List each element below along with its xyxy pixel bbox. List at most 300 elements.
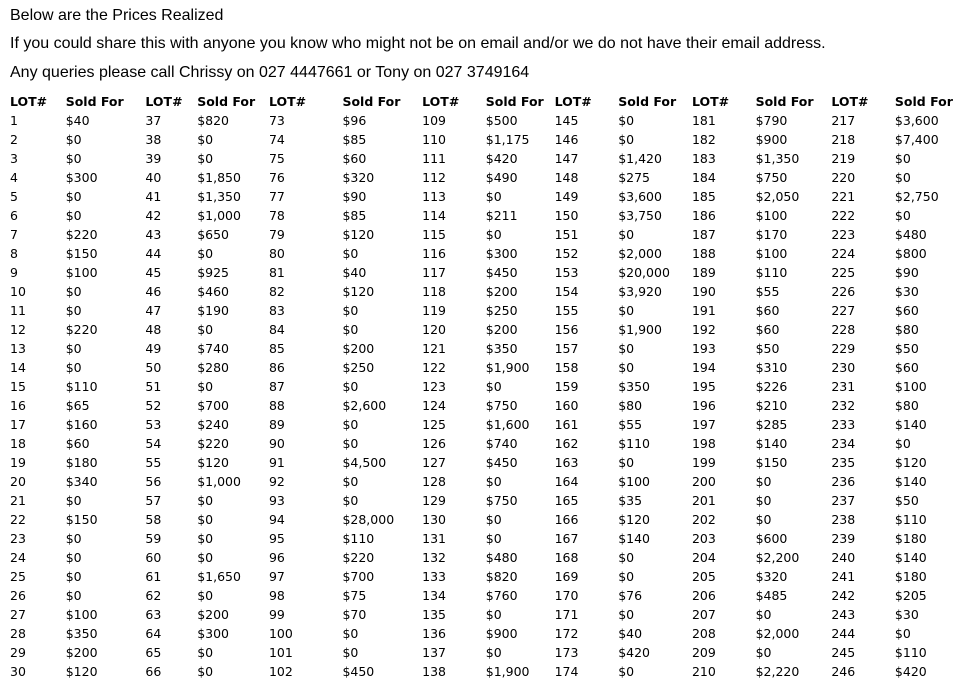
sold-price-cell: $450: [485, 455, 518, 470]
table-row: [10, 168, 953, 187]
sold-price-cell: $0: [65, 341, 82, 356]
sold-price-cell: $0: [342, 493, 359, 508]
sold-price-cell: $0: [618, 227, 635, 242]
sold-price-cell: $220: [65, 322, 98, 337]
sold-price-cell: $1,000: [197, 208, 241, 223]
lot-number-cell: 235: [831, 455, 856, 470]
sold-price-cell: $0: [197, 322, 214, 337]
sold-price-cell: $75: [342, 588, 367, 603]
sold-price-cell: $205: [894, 588, 927, 603]
table-row: [10, 415, 953, 434]
lot-number-cell: 51: [145, 379, 162, 394]
sold-price-cell: $0: [618, 303, 635, 318]
sold-price-cell: $3,750: [618, 208, 662, 223]
lot-number-cell: 232: [831, 398, 856, 413]
lot-number-cell: 17: [10, 417, 26, 432]
lot-number-cell: 123: [422, 379, 446, 394]
sold-price-cell: $0: [65, 189, 82, 204]
lot-number-cell: 229: [831, 341, 856, 356]
lot-number-cell: 153: [554, 265, 579, 280]
sold-price-cell: $350: [618, 379, 651, 394]
sold-price-cell: $110: [618, 436, 651, 451]
sold-price-cell: $60: [342, 151, 367, 166]
sold-price-cell: $40: [65, 113, 90, 128]
lot-number-cell: 148: [554, 170, 579, 185]
lot-number-cell: 202: [691, 512, 716, 527]
sold-price-cell: $0: [894, 208, 911, 223]
sold-price-cell: $0: [618, 607, 635, 622]
sold-price-cell: $3,920: [618, 284, 662, 299]
intro-contact-info: Any queries please call Chrissy on 027 4447661 or Tony on 027 3749164: [10, 64, 530, 81]
lot-number-cell: 146: [554, 132, 579, 147]
table-row: [10, 206, 953, 225]
sold-price-cell: $0: [197, 531, 214, 546]
sold-price-cell: $80: [618, 398, 643, 413]
sold-price-cell: $85: [342, 208, 367, 223]
lot-number-cell: 166: [554, 512, 579, 527]
sold-price-cell: $0: [485, 607, 502, 622]
sold-price-cell: $2,220: [755, 664, 800, 678]
lot-number-cell: 9: [10, 265, 18, 280]
sold-price-cell: $50: [894, 493, 919, 508]
sold-price-cell: $180: [894, 531, 927, 546]
sold-price-cell: $0: [894, 626, 911, 641]
sold-price-cell: $0: [618, 455, 635, 470]
sold-price-cell: $0: [894, 170, 911, 185]
lot-number-cell: 240: [831, 550, 856, 565]
lot-number-cell: 76: [268, 170, 285, 185]
lot-number-cell: 75: [268, 151, 285, 166]
sold-price-cell: $650: [197, 227, 229, 242]
lot-number-cell: 174: [554, 664, 579, 678]
sold-price-cell: $60: [894, 360, 919, 375]
sold-price-cell: $0: [342, 379, 359, 394]
sold-for-column-header: Sold For: [894, 94, 953, 109]
sold-price-cell: $60: [755, 303, 780, 318]
prices-table: [10, 92, 953, 678]
sold-price-cell: $190: [197, 303, 229, 318]
lot-number-cell: 188: [691, 246, 716, 261]
lot-number-cell: 196: [691, 398, 716, 413]
lot-number-cell: 102: [268, 664, 293, 678]
sold-price-cell: $1,175: [485, 132, 530, 147]
lot-number-cell: 74: [268, 132, 285, 147]
table-row: [10, 358, 953, 377]
lot-column-header: LOT#: [691, 94, 730, 109]
lot-number-cell: 62: [145, 588, 162, 603]
table-row: [10, 282, 953, 301]
lot-number-cell: 239: [831, 531, 856, 546]
lot-number-cell: 224: [831, 246, 856, 261]
lot-number-cell: 165: [554, 493, 579, 508]
lot-number-cell: 201: [691, 493, 716, 508]
lot-number-cell: 40: [145, 170, 162, 185]
lot-number-cell: 20: [10, 474, 26, 489]
lot-number-cell: 223: [831, 227, 856, 242]
sold-price-cell: $85: [342, 132, 367, 147]
lot-number-cell: 56: [145, 474, 162, 489]
prices-table-body: [10, 111, 953, 678]
sold-price-cell: $0: [894, 151, 911, 166]
lot-number-cell: 6: [10, 208, 18, 223]
table-row: [10, 263, 953, 282]
sold-price-cell: $55: [618, 417, 643, 432]
sold-price-cell: $740: [485, 436, 518, 451]
sold-price-cell: $140: [894, 550, 927, 565]
sold-price-cell: $0: [755, 474, 772, 489]
lot-column-header: LOT#: [10, 94, 48, 109]
sold-price-cell: $0: [618, 132, 635, 147]
sold-for-column-header: Sold For: [342, 94, 401, 109]
lot-number-cell: 206: [691, 588, 716, 603]
lot-number-cell: 219: [831, 151, 856, 166]
lot-number-cell: 137: [422, 645, 446, 660]
sold-price-cell: $120: [894, 455, 927, 470]
sold-price-cell: $1,350: [197, 189, 241, 204]
sold-price-cell: $100: [618, 474, 651, 489]
lot-number-cell: 183: [691, 151, 716, 166]
sold-price-cell: $80: [894, 398, 919, 413]
lot-number-cell: 222: [831, 208, 856, 223]
sold-price-cell: $180: [65, 455, 98, 470]
lot-number-cell: 100: [268, 626, 293, 641]
sold-price-cell: $420: [618, 645, 651, 660]
sold-price-cell: $320: [342, 170, 375, 185]
sold-price-cell: $0: [342, 626, 359, 641]
sold-price-cell: $250: [485, 303, 518, 318]
lot-number-cell: 95: [268, 531, 285, 546]
lot-number-cell: 57: [145, 493, 162, 508]
lot-number-cell: 12: [10, 322, 26, 337]
sold-price-cell: $300: [197, 626, 229, 641]
sold-price-cell: $1,420: [618, 151, 662, 166]
lot-number-cell: 91: [268, 455, 285, 470]
sold-price-cell: $0: [618, 664, 635, 678]
sold-price-cell: $0: [197, 246, 214, 261]
lot-number-cell: 58: [145, 512, 162, 527]
table-row: [10, 548, 953, 567]
sold-price-cell: $1,850: [197, 170, 241, 185]
sold-price-cell: $700: [197, 398, 229, 413]
lot-number-cell: 11: [10, 303, 26, 318]
sold-price-cell: $200: [342, 341, 375, 356]
lot-column-header: LOT#: [145, 94, 183, 109]
lot-number-cell: 150: [554, 208, 579, 223]
sold-price-cell: $700: [342, 569, 375, 584]
lot-number-cell: 7: [10, 227, 18, 242]
lot-number-cell: 55: [145, 455, 162, 470]
sold-price-cell: $200: [485, 322, 518, 337]
lot-number-cell: 18: [10, 436, 26, 451]
table-row: [10, 301, 953, 320]
sold-price-cell: $170: [755, 227, 788, 242]
sold-price-cell: $3,600: [894, 113, 939, 128]
lot-number-cell: 125: [422, 417, 446, 432]
lot-number-cell: 97: [268, 569, 285, 584]
lot-number-cell: 145: [554, 113, 579, 128]
lot-number-cell: 227: [831, 303, 856, 318]
sold-price-cell: $90: [342, 189, 367, 204]
sold-price-cell: $65: [65, 398, 90, 413]
sold-price-cell: $30: [894, 607, 919, 622]
sold-price-cell: $50: [894, 341, 919, 356]
sold-price-cell: $96: [342, 113, 367, 128]
lot-number-cell: 130: [422, 512, 446, 527]
sold-price-cell: $0: [65, 284, 82, 299]
sold-price-cell: $0: [65, 132, 82, 147]
lot-number-cell: 244: [831, 626, 856, 641]
lot-number-cell: 110: [422, 132, 446, 147]
table-row: [10, 111, 953, 130]
table-row: [10, 662, 953, 678]
lot-number-cell: 50: [145, 360, 162, 375]
sold-price-cell: $0: [755, 607, 772, 622]
lot-number-cell: 61: [145, 569, 162, 584]
sold-price-cell: $0: [618, 569, 635, 584]
lot-number-cell: 197: [691, 417, 716, 432]
lot-number-cell: 47: [145, 303, 162, 318]
lot-number-cell: 149: [554, 189, 579, 204]
sold-price-cell: $90: [894, 265, 919, 280]
sold-price-cell: $2,000: [618, 246, 662, 261]
prices-table-header: [10, 92, 953, 111]
sold-price-cell: $211: [485, 208, 518, 223]
lot-number-cell: 193: [691, 341, 716, 356]
sold-price-cell: $0: [197, 151, 214, 166]
table-row: [10, 605, 953, 624]
sold-price-cell: $480: [485, 550, 518, 565]
sold-price-cell: $0: [755, 645, 772, 660]
lot-number-cell: 198: [691, 436, 716, 451]
sold-price-cell: $4,500: [342, 455, 387, 470]
lot-number-cell: 167: [554, 531, 579, 546]
lot-number-cell: 109: [422, 113, 446, 128]
sold-price-cell: $7,400: [894, 132, 939, 147]
lot-number-cell: 152: [554, 246, 579, 261]
sold-price-cell: $0: [197, 550, 214, 565]
lot-number-cell: 88: [268, 398, 285, 413]
sold-price-cell: $140: [618, 531, 651, 546]
sold-price-cell: $20,000: [618, 265, 670, 280]
lot-number-cell: 65: [145, 645, 162, 660]
sold-price-cell: $1,900: [485, 664, 530, 678]
table-row: [10, 510, 953, 529]
sold-price-cell: $460: [197, 284, 229, 299]
sold-price-cell: $1,600: [485, 417, 530, 432]
lot-number-cell: 85: [268, 341, 285, 356]
table-row: [10, 377, 953, 396]
sold-price-cell: $0: [65, 550, 82, 565]
lot-number-cell: 29: [10, 645, 26, 660]
table-row: [10, 396, 953, 415]
sold-price-cell: $110: [894, 512, 927, 527]
sold-price-cell: $200: [485, 284, 518, 299]
lot-number-cell: 132: [422, 550, 446, 565]
sold-price-cell: $150: [65, 512, 98, 527]
lot-number-cell: 28: [10, 626, 26, 641]
sold-price-cell: $80: [894, 322, 919, 337]
table-row: [10, 567, 953, 586]
sold-price-cell: $420: [894, 664, 927, 678]
lot-number-cell: 27: [10, 607, 26, 622]
lot-number-cell: 170: [554, 588, 579, 603]
sold-price-cell: $0: [618, 113, 635, 128]
sold-price-cell: $0: [65, 151, 82, 166]
lot-number-cell: 131: [422, 531, 446, 546]
sold-price-cell: $100: [65, 607, 98, 622]
lot-number-cell: 1: [10, 113, 18, 128]
sold-price-cell: $240: [197, 417, 229, 432]
lot-number-cell: 43: [145, 227, 162, 242]
sold-price-cell: $70: [342, 607, 367, 622]
lot-number-cell: 151: [554, 227, 579, 242]
table-row: [10, 149, 953, 168]
sold-price-cell: $3,600: [618, 189, 662, 204]
lot-number-cell: 63: [145, 607, 162, 622]
lot-number-cell: 113: [422, 189, 446, 204]
sold-for-column-header: Sold For: [65, 94, 124, 109]
sold-price-cell: $0: [342, 303, 359, 318]
sold-price-cell: $0: [342, 645, 359, 660]
lot-number-cell: 87: [268, 379, 285, 394]
sold-price-cell: $110: [65, 379, 98, 394]
lot-number-cell: 49: [145, 341, 162, 356]
lot-number-cell: 114: [422, 208, 446, 223]
sold-price-cell: $0: [894, 436, 911, 451]
sold-price-cell: $0: [755, 512, 772, 527]
sold-price-cell: $820: [197, 113, 229, 128]
sold-price-cell: $1,650: [197, 569, 241, 584]
lot-number-cell: 86: [268, 360, 285, 375]
sold-price-cell: $2,200: [755, 550, 800, 565]
lot-number-cell: 226: [831, 284, 856, 299]
lot-number-cell: 14: [10, 360, 26, 375]
lot-number-cell: 8: [10, 246, 18, 261]
sold-price-cell: $100: [65, 265, 98, 280]
lot-number-cell: 3: [10, 151, 18, 166]
lot-column-header: LOT#: [422, 94, 460, 109]
sold-for-column-header: Sold For: [618, 94, 677, 109]
sold-price-cell: $310: [755, 360, 788, 375]
lot-number-cell: 10: [10, 284, 26, 299]
lot-column-header: LOT#: [268, 94, 307, 109]
sold-price-cell: $285: [755, 417, 788, 432]
lot-number-cell: 220: [831, 170, 856, 185]
lot-number-cell: 233: [831, 417, 856, 432]
lot-number-cell: 122: [422, 360, 446, 375]
sold-price-cell: $40: [342, 265, 367, 280]
sold-price-cell: $760: [485, 588, 518, 603]
lot-number-cell: 59: [145, 531, 162, 546]
lot-number-cell: 230: [831, 360, 856, 375]
lot-number-cell: 93: [268, 493, 285, 508]
sold-price-cell: $740: [197, 341, 229, 356]
lot-number-cell: 199: [691, 455, 716, 470]
lot-number-cell: 84: [268, 322, 285, 337]
sold-price-cell: $280: [197, 360, 229, 375]
sold-price-cell: $0: [485, 227, 502, 242]
lot-number-cell: 23: [10, 531, 26, 546]
sold-price-cell: $50: [755, 341, 780, 356]
sold-price-cell: $0: [485, 531, 502, 546]
sold-price-cell: $0: [65, 531, 82, 546]
lot-number-cell: 246: [831, 664, 856, 678]
intro-share-request: If you could share this with anyone you know who might not be on email and/or we do not have their email address.: [10, 35, 826, 52]
sold-price-cell: $0: [65, 303, 82, 318]
sold-price-cell: $0: [197, 493, 214, 508]
lot-number-cell: 225: [831, 265, 856, 280]
sold-price-cell: $110: [894, 645, 927, 660]
lot-number-cell: 127: [422, 455, 446, 470]
sold-price-cell: $2,050: [755, 189, 800, 204]
lot-number-cell: 25: [10, 569, 26, 584]
lot-number-cell: 2: [10, 132, 18, 147]
sold-price-cell: $60: [65, 436, 90, 451]
lot-number-cell: 164: [554, 474, 579, 489]
sold-price-cell: $500: [485, 113, 518, 128]
sold-price-cell: $0: [485, 645, 502, 660]
lot-number-cell: 81: [268, 265, 285, 280]
sold-price-cell: $490: [485, 170, 518, 185]
lot-number-cell: 155: [554, 303, 579, 318]
lot-number-cell: 147: [554, 151, 579, 166]
lot-number-cell: 66: [145, 664, 162, 678]
lot-number-cell: 39: [145, 151, 162, 166]
lot-number-cell: 234: [831, 436, 856, 451]
lot-number-cell: 115: [422, 227, 446, 242]
sold-price-cell: $340: [65, 474, 98, 489]
lot-number-cell: 237: [831, 493, 856, 508]
lot-number-cell: 94: [268, 512, 285, 527]
sold-price-cell: $140: [894, 417, 927, 432]
lot-number-cell: 189: [691, 265, 716, 280]
lot-number-cell: 111: [422, 151, 446, 166]
lot-number-cell: 181: [691, 113, 716, 128]
lot-number-cell: 90: [268, 436, 285, 451]
lot-number-cell: 241: [831, 569, 856, 584]
sold-price-cell: $0: [342, 417, 359, 432]
lot-column-header: LOT#: [831, 94, 869, 109]
lot-number-cell: 203: [691, 531, 716, 546]
lot-number-cell: 118: [422, 284, 446, 299]
lot-number-cell: 116: [422, 246, 446, 261]
lot-number-cell: 242: [831, 588, 856, 603]
lot-number-cell: 231: [831, 379, 856, 394]
sold-price-cell: $0: [342, 322, 359, 337]
lot-number-cell: 162: [554, 436, 579, 451]
sold-price-cell: $250: [342, 360, 375, 375]
lot-number-cell: 238: [831, 512, 856, 527]
sold-price-cell: $0: [342, 246, 359, 261]
sold-price-cell: $480: [894, 227, 927, 242]
lot-number-cell: 245: [831, 645, 856, 660]
sold-price-cell: $350: [485, 341, 518, 356]
sold-price-cell: $0: [65, 569, 82, 584]
lot-number-cell: 163: [554, 455, 579, 470]
lot-column-header: LOT#: [554, 94, 592, 109]
sold-price-cell: $750: [755, 170, 788, 185]
lot-number-cell: 5: [10, 189, 18, 204]
lot-number-cell: 21: [10, 493, 26, 508]
lot-number-cell: 79: [268, 227, 285, 242]
sold-price-cell: $220: [65, 227, 98, 242]
lot-number-cell: 171: [554, 607, 579, 622]
lot-number-cell: 236: [831, 474, 856, 489]
lot-number-cell: 44: [145, 246, 162, 261]
lot-number-cell: 26: [10, 588, 26, 603]
lot-number-cell: 173: [554, 645, 579, 660]
intro-heading: Below are the Prices Realized: [10, 7, 224, 24]
